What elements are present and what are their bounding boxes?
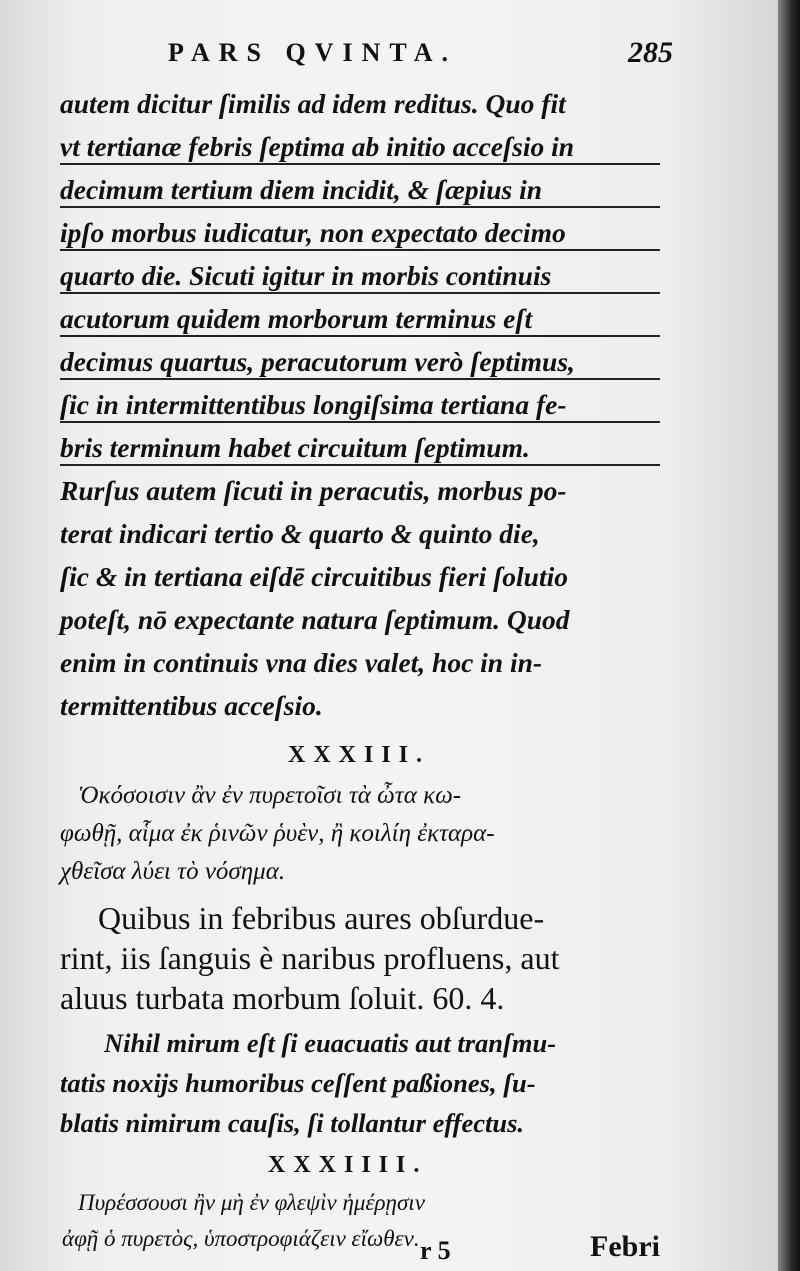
body-line: Rurſus autem ſicuti in peracutis, morbus po- [60, 475, 567, 506]
body-line: enim in continuis vna dies valet, hoc in in- [60, 647, 543, 678]
commentary-line: Nihil mirum eſt ſi euacuatis aut tranſmu- [104, 1028, 557, 1058]
greek-line: χθεῖσα λύει τὸ νόσημα. [60, 858, 286, 885]
aphorism-line: rint, iis ſanguis è naribus profluens, aut [60, 940, 560, 976]
page-edge-shadow [778, 0, 800, 1271]
body-line: acutorum quidem morborum terminus eſt [60, 303, 660, 337]
signature-mark: r 5 [420, 1236, 451, 1265]
body-line: decimus quartus, peracutorum verò ſeptimus, [60, 346, 660, 380]
greek-line: Ὁκόσοισιν ἂν ἐν πυρετοῖσι τὰ ὦτα κω- [78, 782, 462, 809]
section-number: XXXIIII. [268, 1152, 428, 1178]
body-line: vt tertianæ febris ſeptima ab initio acceſsio in [60, 131, 660, 165]
body-line: terat indicari tertio & quarto & quinto die, [60, 518, 540, 549]
body-line: autem dicitur ſimilis ad idem reditus. Quo fit [60, 88, 566, 119]
aphorism-line: aluus turbata morbum ſoluit. 60. 4. [60, 980, 505, 1016]
section-number: XXXIII. [288, 742, 431, 768]
body-line: quarto die. Sicuti igitur in morbis continuis [60, 260, 660, 294]
aphorism-line: Quibus in febribus aures obſurdue- [98, 900, 545, 936]
commentary-line: tatis noxijs humoribus ceſſent paßiones, ſu- [60, 1068, 536, 1098]
body-line: ſic in intermittentibus longiſsima tertiana fe- [60, 389, 660, 423]
body-line: termittentibus acceſsio. [60, 690, 323, 721]
body-line: ſic & in tertiana eiſdē circuitibus fieri ſolutio [60, 561, 568, 592]
body-line: bris terminum habet circuitum ſeptimum. [60, 432, 660, 466]
body-line: poteſt, nō expectante natura ſeptimum. Quod [60, 604, 570, 635]
body-line: decimum tertium diem incidit, & ſæpius in [60, 174, 660, 208]
running-title: PARS QVINTA. [168, 38, 458, 67]
commentary-line: blatis nimirum cauſis, ſi tollantur effectus. [60, 1108, 525, 1138]
page-number: 285 [628, 36, 673, 69]
catchword: Febri [590, 1230, 660, 1263]
greek-line: Πυρέσσουσι ἢν μὴ ἐν φλεψὶν ἡμέρῃσιν [78, 1190, 425, 1215]
body-line: ipſo morbus iudicatur, non expectato decimo [60, 217, 660, 251]
greek-line: ἀφῇ ὁ πυρετὸς, ὑποστροφιάζειν εἴωθεν. [62, 1226, 420, 1251]
greek-line: φωθῇ, αἷμα ἐκ ῥινῶν ῥυὲν, ἢ κοιλίη ἐκταρα- [60, 820, 495, 847]
